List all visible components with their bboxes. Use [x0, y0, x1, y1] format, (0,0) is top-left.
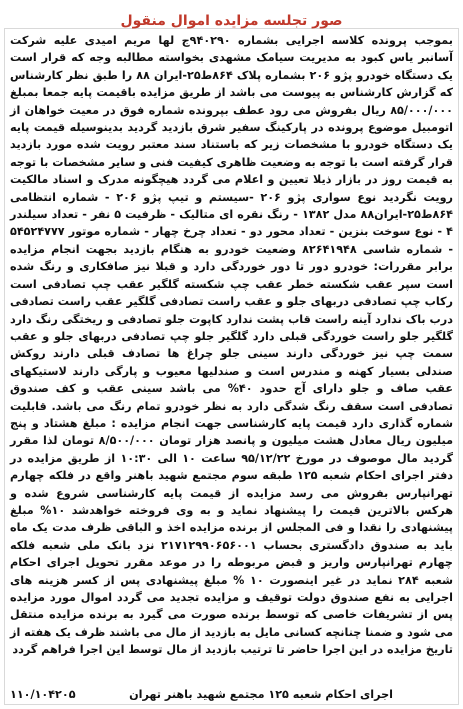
- issuer-signature: اجرای احکام شعبه ۱۲۵ مجتمع شهید باهنر تهران: [129, 688, 393, 701]
- reference-number: ۱۱۰/۱۰۴۲۰۵: [10, 688, 76, 701]
- notice-title: صور تجلسه مزایده اموال منقول: [120, 13, 343, 29]
- notice-body: بموجب پرونده کلاسه اجرایی بشماره ۹۴۰۲۹۰ج لها مریم امیدی علیه شرکت آسانبر یاس کبود به مدیریت سیامک مشهدی بخواسته مطالبه وجه که قرار است یک دستگاه خودرو پژو ۲۰۶ بشماره پلاک ۸۶۴ط۲۵-ایران ۸۸ را طبق نظر کارشناس که گزارش کارشناس به پیوست می باشد از طریق مزایده باقیمت پایه جمعا بمبلغ ۸۵/۰۰۰/۰۰۰ ریال بفروش می رود عطف بپرونده شماره فوق در معیت خواهان از اتومبیل موضوع پرونده در پارکینگ سفیر شرق بازدید گردید بدینوسیله قیمت پایه یک دستگاه خودرو با مشخصات زیر که باستناد سند معتبر رویت شده مورد بازدید قرار گرفته است با توجه به وضعیت ظاهری کیفیت فنی و سایر مشخصات با توجه به قیمت روز در بازار ذیلا تعیین و اعلام می گردد هیچگونه مدرک و اسناد مالکیت رویت نگردید نوع سواری پژو ۲۰۶ -سیستم و تیپ پژو ۲۰۶ - شماره انتظامی ۸۶۴ط۲۵-ایران۸۸ مدل ۱۳۸۲ - رنگ نقره ای متالیک - ظرفیت ۵ نفر - تعداد سیلندر ۴ - نوع سوخت بنزین - تعداد محور دو - تعداد چرخ چهار - شماره موتور ۵۴۵۲۴۷۷۷ - شماره شاسی ۸۲۶۴۱۹۴۸ وضعیت خودرو به هنگام بازدید بجهت انجام مزایده برابر مقررات: خودرو دور تا دور خوردگی دارد و قبلا نیز صافکاری و رنگ شده است سپر عقب شکسته خطر عقب چپ شکسته گلگیر عقب چپ تصادفی است رکاب چپ تصادفی دربهای جلو و عقب راست تصادفی گلگیر عقب راست تصادفی درب باک ندارد آینه راست قاب پشت ندارد کاپوت جلو تصادفی و ریختگی رنگ دارد گلگیر جلو راست خوردگی قبلی دارد گلگیر جلو چپ تصادفی دربهای جلو و عقب سمت چپ نیز خوردگی دارند سینی جلو چراغ ها تصادف قبلی دارند روکش صندلی بسیار کهنه و مندرس است و صندلیها معیوب و پارگی دارند لاستیکهای عقب صاف و جلو دارای آج حدود ۴۰% می باشد سینی عقب و کف صندوق تصادفی است سقف رنگ شدگی دارد به نظر خودرو تمام رنگ می باشد. قابلیت شماره گذاری دارد قیمت پایه کارشناسی جهت انجام مزایده : مبلغ هشتاد و پنج میلیون ریال معادل هشت میلیون و پانصد هزار تومان ۸/۵۰۰/۰۰۰ تومان لذا مقرر گردید مال موصوف در مورخ ۹۵/۱۲/۲۲ ساعت ۱۰ الی ۱۰:۳۰ از طریق مزایده در دفتر اجرای احکام شعبه ۱۲۵ طبقه سوم مجتمع شهید باهنر واقع در فلکه چهارم تهرانپارس بفروش می رسد مزایده از قیمت پایه کارشناسی شروع شده و هرکس بالاترین قیمت را پیشنهاد نماید و به وی فروخته خواهدشد ۱۰% مبلغ پیشنهادی را نقدا و فی المجلس از برنده مزایده اخذ و الباقی ظرف مدت یک ماه باید به صندوق دادگستری بحساب ۲۱۷۱۲۹۹۰۶۵۶۰۰۱ نزد بانک ملی شعبه فلکه چهارم تهرانپارس واریز و قبض مربوطه را در موعد مقرر تحویل اجرای احکام شعبه ۲۸۴ نماید در غیر اینصورت ۱۰ % مبلغ پیشنهادی پس از کسر هزینه های اجرایی به نفع صندوق دولت توقیف و مزایده تجدید می گردد اموال مورد مزایده پس از تشریفات خاصی که توسط برنده صورت می گیرد به برنده مزایده منتقل می شود و ضمنا چنانچه کسانی مایل به بازدید از مال می باشند ظرف یک هفته از تاریخ مزایده در این اجرا حاضر تا ترتیب بازدید از مال توسط این اجرا فراهم گردد: [10, 34, 454, 657]
- notice-footer: [10, 685, 453, 701]
